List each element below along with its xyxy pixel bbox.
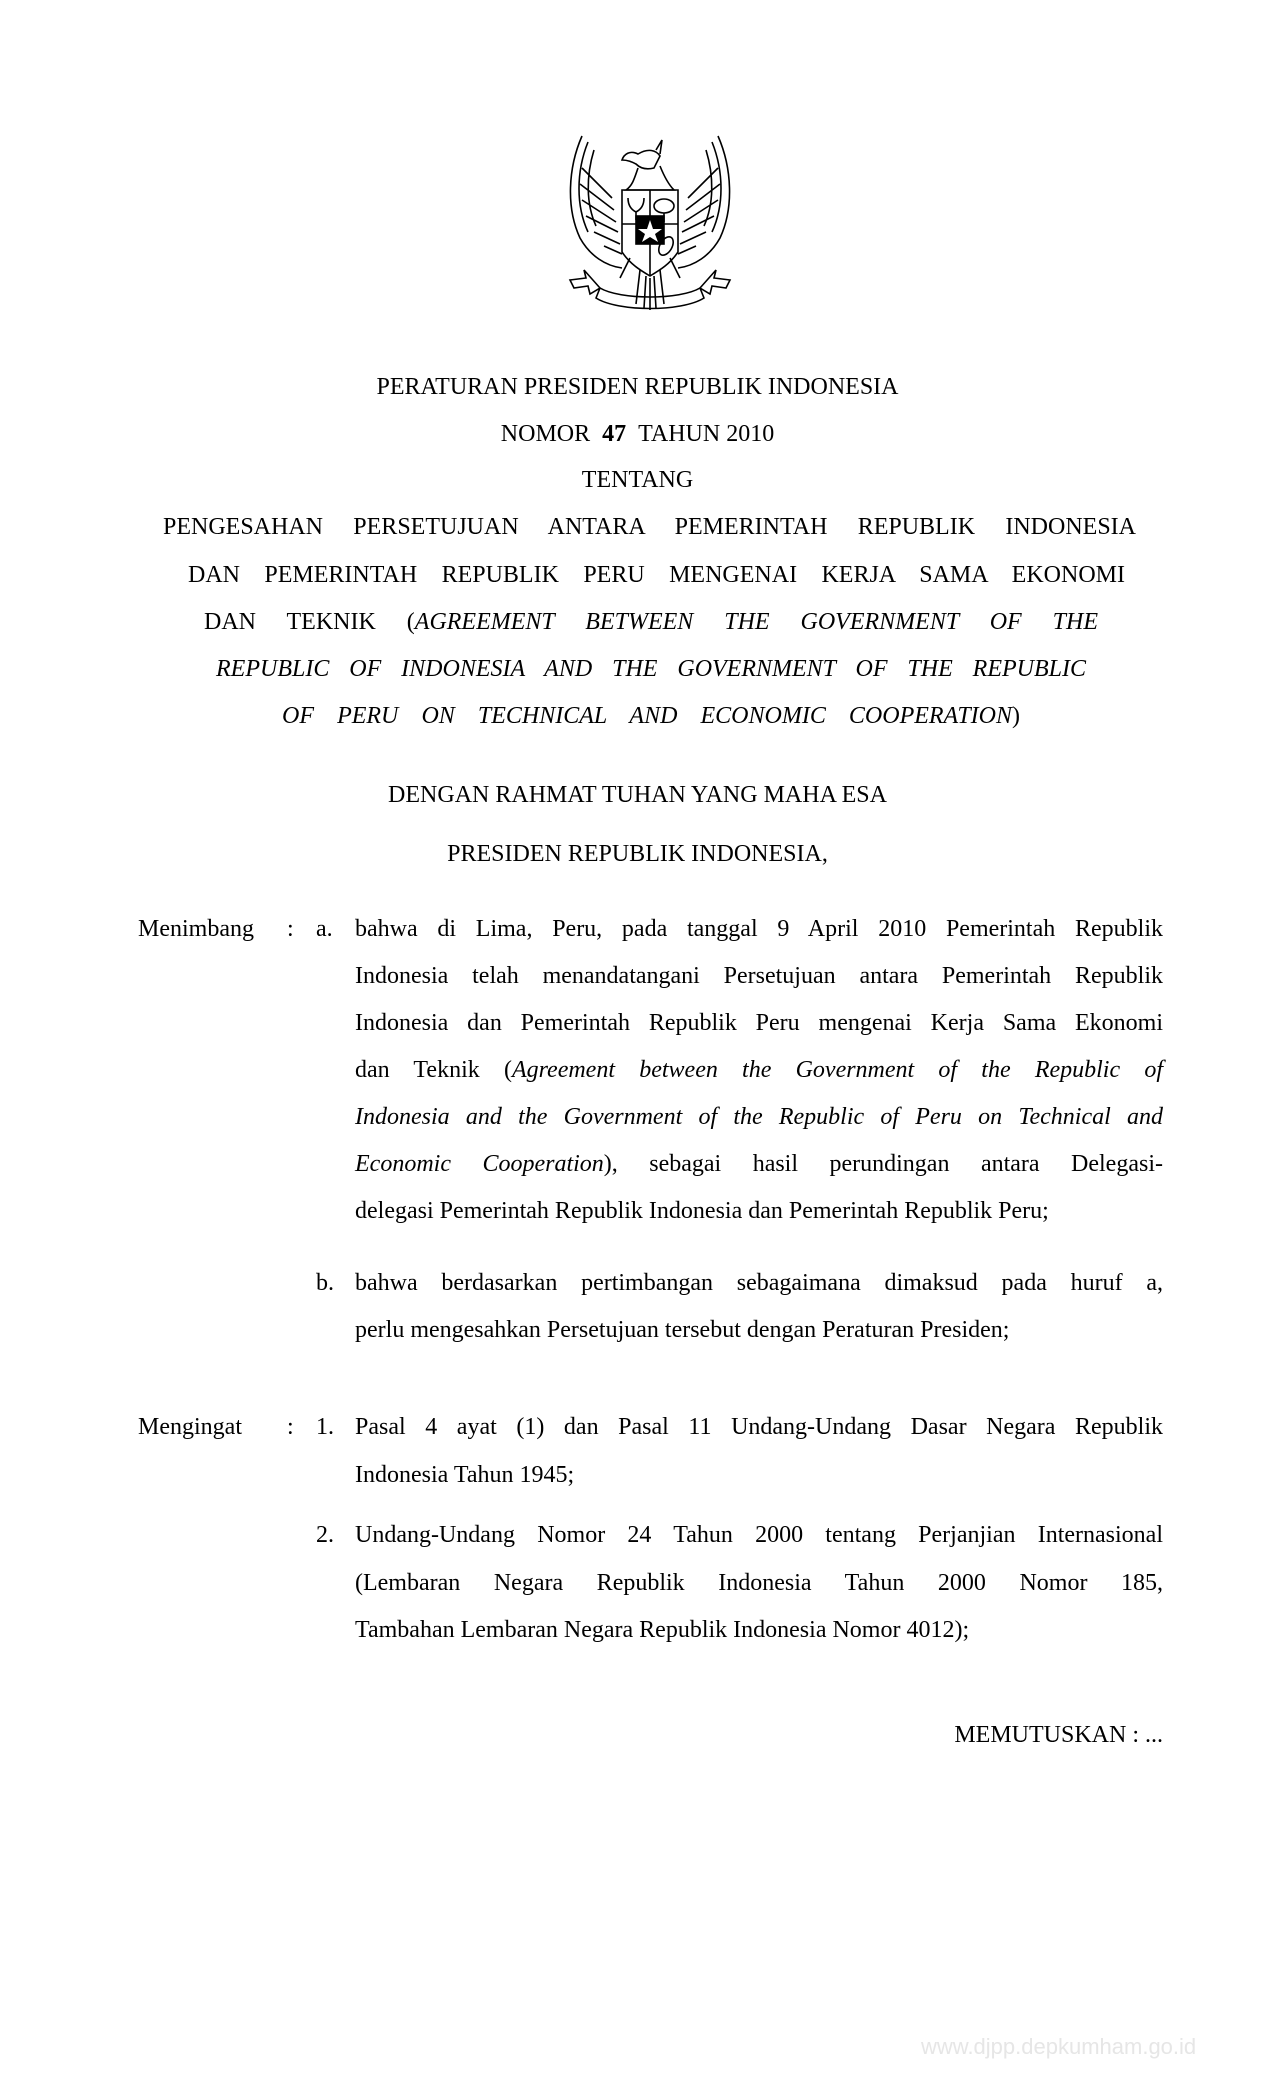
subject-line xyxy=(216,654,1086,684)
text: bahwa di Lima, Peru, pada tanggal 9 April 2010 Pemerintah Republik xyxy=(355,916,1163,942)
italic-text: Agreement between the Government of the Republic of xyxy=(511,1057,1164,1083)
text: perlu mengesahkan Persetujuan tersebut dengan Peraturan Presiden; xyxy=(355,1317,1010,1343)
text: Indonesia telah menandatangani Persetujuan antara Pemerintah Republik xyxy=(355,963,1163,989)
subject-text-italic: OF PERU ON TECHNICAL AND ECONOMIC COOPERATION xyxy=(282,703,1012,729)
regulation-type: PERATURAN PRESIDEN REPUBLIK INDONESIA xyxy=(376,374,899,400)
paragraph-line xyxy=(355,1196,1163,1226)
about-heading: TENTANG xyxy=(581,467,694,493)
paragraph-line xyxy=(355,1460,1163,1490)
text: Pasal 4 ayat (1) dan Pasal 11 Undang-Undang Dasar Negara Republik xyxy=(355,1414,1163,1440)
item-marker: b. xyxy=(316,1270,334,1296)
paragraph-line xyxy=(355,1615,1163,1645)
section-colon: : xyxy=(287,916,294,942)
item-marker: 1. xyxy=(316,1414,334,1440)
text: delegasi Pemerintah Republik Indonesia dan Pemerintah Republik Peru; xyxy=(355,1198,1049,1224)
italic-text: Economic Cooperation xyxy=(355,1151,604,1177)
italic-text: Indonesia and the Government of the Republic of Peru on Technical and xyxy=(355,1104,1163,1130)
text: Indonesia Tahun 1945; xyxy=(355,1461,575,1488)
paragraph-line xyxy=(355,1268,1163,1298)
paragraph-line xyxy=(355,961,1163,991)
subject-line xyxy=(282,701,1020,731)
text: bahwa berdasarkan pertimbangan sebagaimana dimaksud pada huruf a, xyxy=(355,1270,1163,1296)
text: ), sebagai hasil perundingan antara Delegasi- xyxy=(603,1151,1163,1177)
watermark-url: www.djpp.depkumham.go.id xyxy=(921,2034,1197,2059)
subject-line xyxy=(204,607,1098,637)
section-label: Mengingat xyxy=(138,1414,242,1440)
regulation-year: TAHUN 2010 xyxy=(638,421,775,447)
paragraph-line xyxy=(355,914,1163,944)
text: Undang-Undang Nomor 24 Tahun 2000 tentang Perjanjian Internasional xyxy=(355,1522,1163,1548)
subject-text: PENGESAHAN PERSETUJUAN ANTARA PEMERINTAH REPUBLIK INDONESIA xyxy=(163,514,1136,540)
text: (Lembaran Negara Republik Indonesia Tahun 2000 Nomor 185, xyxy=(355,1569,1163,1596)
text: dan Teknik ( xyxy=(355,1057,512,1083)
number-prefix: NOMOR xyxy=(500,421,591,447)
continuation-text: MEMUTUSKAN : ... xyxy=(954,1722,1163,1748)
subject-line xyxy=(163,512,1136,542)
invocation: DENGAN RAHMAT TUHAN YANG MAHA ESA xyxy=(388,782,887,808)
subject-text-italic: AGREEMENT BETWEEN THE GOVERNMENT OF THE xyxy=(414,609,1098,635)
regulation-number-line xyxy=(0,419,1275,449)
paragraph-line xyxy=(355,1008,1163,1038)
paragraph-line xyxy=(355,1102,1163,1132)
paragraph-line xyxy=(355,1055,1163,1085)
text: Indonesia dan Pemerintah Republik Peru mengenai Kerja Sama Ekonomi xyxy=(355,1010,1163,1036)
paragraph-line xyxy=(355,1520,1163,1550)
item-marker: 2. xyxy=(316,1522,334,1548)
subject-text: DAN PEMERINTAH REPUBLIK PERU MENGENAI KERJA SAMA EKONOMI xyxy=(188,562,1125,588)
garuda-emblem-icon xyxy=(560,128,740,316)
section-colon: : xyxy=(287,1414,294,1440)
subject-line xyxy=(188,560,1125,590)
subject-text: DAN TEKNIK ( xyxy=(204,609,415,635)
paragraph-line xyxy=(355,1315,1163,1345)
subject-text-italic: REPUBLIC OF INDONESIA AND THE GOVERNMENT OF THE REPUBLIC xyxy=(216,656,1086,682)
paragraph-line xyxy=(355,1412,1163,1442)
paragraph-line xyxy=(355,1149,1163,1179)
paragraph-line xyxy=(355,1568,1163,1598)
issuer: PRESIDEN REPUBLIK INDONESIA, xyxy=(447,841,828,867)
text: Tambahan Lembaran Negara Republik Indonesia Nomor 4012); xyxy=(355,1617,970,1643)
regulation-number: 47 xyxy=(602,421,627,447)
item-marker: a. xyxy=(316,916,333,942)
subject-text: ) xyxy=(1012,703,1020,729)
section-label: Menimbang xyxy=(138,916,254,942)
